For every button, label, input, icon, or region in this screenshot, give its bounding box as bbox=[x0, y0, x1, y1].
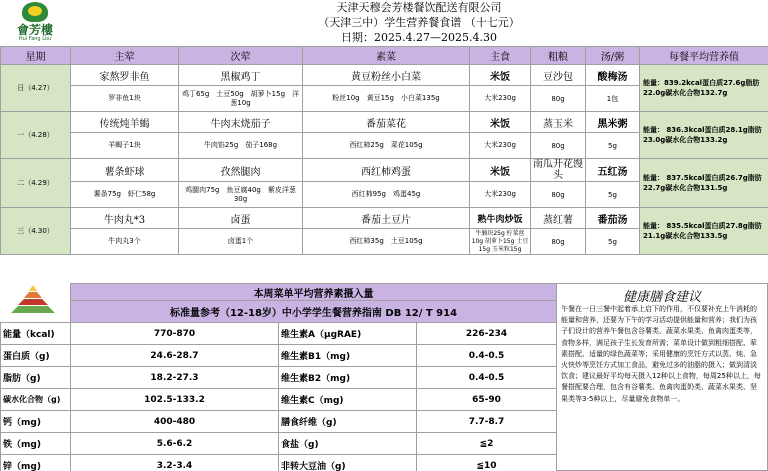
nutrition-value: 能量： 835.5kcal蛋白质27.8g脂肪21.1g碳水化合物133.5g bbox=[640, 208, 768, 255]
table-row bbox=[1, 65, 768, 86]
nutrient-name: 膳食纤维（g) bbox=[279, 411, 417, 433]
soup-dish: 五红汤 bbox=[586, 159, 640, 182]
nutrient-name: 碳水化合物（g) bbox=[1, 389, 71, 411]
nutrition-value: 能量： 836.3kcal蛋白质28.1g脂肪23.0g碳水化合物133.2g bbox=[640, 112, 768, 159]
day-label: 二（4.29） bbox=[1, 159, 71, 208]
side-dish: 黑椒鸡丁 bbox=[179, 65, 303, 86]
nutrient-name: 非转大豆油（g) bbox=[279, 455, 417, 471]
grain-dish: 南瓜开花馒头 bbox=[531, 159, 586, 182]
soup-ingredients: 1包 bbox=[586, 86, 640, 112]
food-pyramid-icon bbox=[2, 284, 64, 314]
veg-ingredients: 西红柿35g 土豆105g bbox=[303, 229, 470, 255]
main-ingredients: 罗非鱼1块 bbox=[71, 86, 179, 112]
nutrient-name: 钙（mg) bbox=[1, 411, 71, 433]
nutrient-value: 7.7-8.7 bbox=[417, 411, 557, 433]
grain-ingredients: 80g bbox=[531, 229, 586, 255]
nutrient-value: 102.5-133.2 bbox=[71, 389, 279, 411]
grain-ingredients: 80g bbox=[531, 133, 586, 159]
nutrient-name: 脂肪（g) bbox=[1, 367, 71, 389]
soup-ingredients: 5g bbox=[586, 133, 640, 159]
veg-dish: 西红柿鸡蛋 bbox=[303, 159, 470, 182]
soup-ingredients: 5g bbox=[586, 229, 640, 255]
grain-ingredients: 80g bbox=[531, 182, 586, 208]
nutrient-name: 锌（mg) bbox=[1, 455, 71, 471]
nutrient-value: 226-234 bbox=[417, 323, 557, 345]
staple-dish: 米饭 bbox=[470, 65, 531, 86]
nutrient-name: 维生素C（mg) bbox=[279, 389, 417, 411]
nutrient-value: 3.2-3.4 bbox=[71, 455, 279, 471]
side-dish: 孜然腿肉 bbox=[179, 159, 303, 182]
nutrient-name: 能量（kcal) bbox=[1, 323, 71, 345]
side-ingredients: 鸡丁65g 土豆50g 胡萝卜15g 洋葱10g bbox=[179, 86, 303, 112]
nutrition-value: 能量： 837.5kcal蛋白质26.7g脂肪22.7g碳水化合物131.5g bbox=[640, 159, 768, 208]
company-name: 天津天穆会芳楼餐饮配送有限公司 bbox=[336, 1, 502, 14]
main-ingredients: 牛肉丸3个 bbox=[71, 229, 179, 255]
day-label: 日（4.27） bbox=[1, 65, 71, 112]
veg-ingredients: 西红柿95g 鸡蛋45g bbox=[303, 182, 470, 208]
nutrient-name: 食盐（g) bbox=[279, 433, 417, 455]
nutrient-value: 400-480 bbox=[71, 411, 279, 433]
main-dish: 家熬罗非鱼 bbox=[71, 65, 179, 86]
table-row bbox=[1, 411, 557, 433]
nutrient-value: ≦2 bbox=[417, 433, 557, 455]
veg-ingredients: 西红柿25g 菜花105g bbox=[303, 133, 470, 159]
nutrient-name: 铁（mg) bbox=[1, 433, 71, 455]
col-weekday: 星期 bbox=[1, 47, 71, 65]
staple-dish: 米饭 bbox=[470, 112, 531, 133]
logo-subtext: Hui Fang Lou bbox=[18, 36, 52, 42]
nutrient-value: 5.6-6.2 bbox=[71, 433, 279, 455]
col-main-meat: 主荤 bbox=[71, 47, 179, 65]
side-ingredients: 卤蛋1个 bbox=[179, 229, 303, 255]
veg-dish: 黄豆粉丝小白菜 bbox=[303, 65, 470, 86]
table-row bbox=[1, 112, 768, 133]
main-ingredients: 羊蝎子1块 bbox=[71, 133, 179, 159]
menu-header-row bbox=[1, 47, 768, 65]
reference-standard: 标准量参考（12-18岁）中小学学生餐营养指南 DB 12/ T 914 bbox=[71, 301, 557, 323]
nutrient-reference-table bbox=[0, 283, 557, 471]
reference-title: 本周菜单平均营养素摄入量 bbox=[71, 284, 557, 301]
main-dish: 传统炖羊蝎 bbox=[71, 112, 179, 133]
veg-dish: 番茄菜花 bbox=[303, 112, 470, 133]
veg-ingredients: 粉丝10g 黄豆15g 小白菜135g bbox=[303, 86, 470, 112]
table-row bbox=[1, 367, 557, 389]
main-ingredients: 薯条75g 虾仁58g bbox=[71, 182, 179, 208]
side-dish: 卤蛋 bbox=[179, 208, 303, 229]
nutrient-value: 0.4-0.5 bbox=[417, 345, 557, 367]
staple-ingredients: 大米230g bbox=[470, 86, 531, 112]
nutrient-name: 维生素A（μgRAE) bbox=[279, 323, 417, 345]
veg-dish: 番茄土豆片 bbox=[303, 208, 470, 229]
staple-ingredients: 大米230g bbox=[470, 182, 531, 208]
table-row bbox=[1, 323, 557, 345]
table-row bbox=[1, 345, 557, 367]
nutrient-value: 770-870 bbox=[71, 323, 279, 345]
side-dish: 牛肉末烧茄子 bbox=[179, 112, 303, 133]
nutrient-value: 18.2-27.3 bbox=[71, 367, 279, 389]
nutrient-value: 65-90 bbox=[417, 389, 557, 411]
col-soup: 汤/粥 bbox=[586, 47, 640, 65]
menu-subtitle: （天津三中）学生营养餐食谱 （十七元） bbox=[318, 16, 520, 29]
nutrient-name: 蛋白质（g) bbox=[1, 345, 71, 367]
table-row bbox=[1, 159, 768, 182]
grain-dish: 蒸红薯 bbox=[531, 208, 586, 229]
nutrition-value: 能量：839.2kcal蛋白质27.6g脂肪22.0g碳水化合物132.7g bbox=[640, 65, 768, 112]
grain-dish: 蒸玉米 bbox=[531, 112, 586, 133]
staple-dish: 米饭 bbox=[470, 159, 531, 182]
main-dish: 薯条虾球 bbox=[71, 159, 179, 182]
company-logo bbox=[2, 2, 68, 44]
weekly-menu-table bbox=[0, 46, 768, 255]
grain-ingredients: 80g bbox=[531, 86, 586, 112]
nutrient-value: 24.6-28.7 bbox=[71, 345, 279, 367]
health-advice-panel bbox=[556, 283, 768, 471]
table-row bbox=[1, 389, 557, 411]
col-coarse-grain: 粗粮 bbox=[531, 47, 586, 65]
col-vegetable: 素菜 bbox=[303, 47, 470, 65]
day-label: 三（4.30） bbox=[1, 208, 71, 255]
side-ingredients: 牛肉馅25g 茄子168g bbox=[179, 133, 303, 159]
soup-dish: 酸梅汤 bbox=[586, 65, 640, 86]
health-advice-title: 健康膳食建议 bbox=[622, 290, 701, 305]
health-advice-body: 午餐在一日三餐中起着承上启下的作用，不仅要补充上午消耗的能量和营养，还要为下午的学习活动提供能量和营养；我们为孩子们设计的营养午餐包含谷薯类、蔬菜水果类、鱼禽肉蛋类等，食物多样，满足孩子生长发育所需；菜单设计做到粗细搭配、荤素搭配、适量的绿色蔬菜等；采用健康的烹饪方式以蒸、炖、急火快炒等烹饪方式加工食品，避免过多的油脂的摄入；做到清淡饮食；建议最好平均每天摄入12种以上食物，每周25种以上，每餐搭配要合理，包含有谷薯类、鱼禽肉蛋奶类、蔬菜水果类、坚果类等3-5种以上，尽量避免食物单一。 bbox=[561, 305, 761, 403]
col-nutrition: 每餐平均营养值 bbox=[640, 47, 768, 65]
soup-dish: 番茄汤 bbox=[586, 208, 640, 229]
nutrient-name: 维生素B2（mg) bbox=[279, 367, 417, 389]
logo-emblem-icon bbox=[22, 2, 48, 22]
staple-dish: 熟牛肉炒饭 bbox=[470, 208, 531, 229]
day-label: 一（4.28） bbox=[1, 112, 71, 159]
main-dish: 牛肉丸*3 bbox=[71, 208, 179, 229]
staple-ingredients: 牛腩块25g 柠菜丝10g 胡萝卜15g 土豆15g 玉米粒15g bbox=[470, 229, 531, 255]
logo-text: 會芳樓 bbox=[16, 23, 53, 37]
grain-dish: 豆沙包 bbox=[531, 65, 586, 86]
table-row bbox=[1, 455, 557, 471]
staple-ingredients: 大米230g bbox=[470, 133, 531, 159]
nutrient-name: 维生素B1（mg) bbox=[279, 345, 417, 367]
menu-date: 日期：2025.4.27—2025.4.30 bbox=[341, 31, 497, 44]
table-row bbox=[1, 433, 557, 455]
soup-dish: 黑米粥 bbox=[586, 112, 640, 133]
col-side-meat: 次荤 bbox=[179, 47, 303, 65]
nutrient-value: 0.4-0.5 bbox=[417, 367, 557, 389]
nutrient-value: ≦10 bbox=[417, 455, 557, 471]
table-row bbox=[1, 208, 768, 229]
soup-ingredients: 5g bbox=[586, 182, 640, 208]
col-staple: 主食 bbox=[470, 47, 531, 65]
side-ingredients: 鸡腿肉75g 鱼豆腐40g 紫皮洋葱30g bbox=[179, 182, 303, 208]
